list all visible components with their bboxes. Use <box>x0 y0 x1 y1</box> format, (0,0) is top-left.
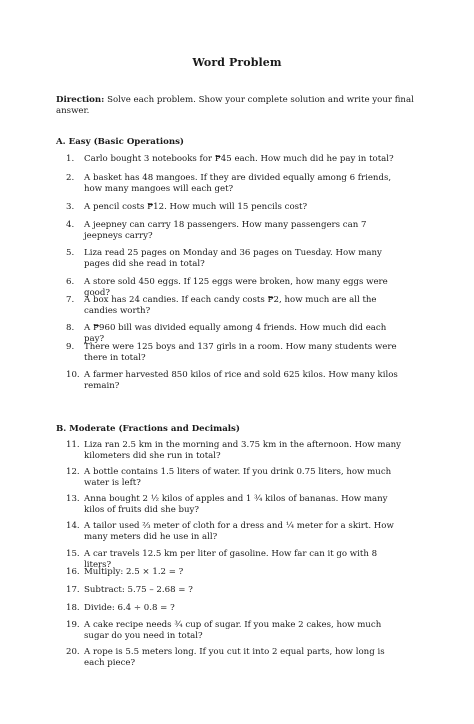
list-item <box>66 248 406 269</box>
item-number: 3. <box>66 202 75 212</box>
item-number: 20. <box>66 647 80 657</box>
section-heading-moderate: B. Moderate (Fractions and Decimals) <box>56 424 240 434</box>
item-number: 10. <box>66 370 80 380</box>
list-item <box>66 323 406 344</box>
item-text: A farmer harvested 850 kilos of rice and sold 625 kilos. How many kilos remain? <box>84 370 398 391</box>
item-number: 6. <box>66 277 75 287</box>
item-text: Liza ran 2.5 km in the morning and 3.75 km in the afternoon. How many kilometers did she run in total? <box>84 440 402 461</box>
item-number: 17. <box>66 585 80 595</box>
item-number: 13. <box>66 494 80 504</box>
item-text: Multiply: 2.5 × 1.2 = ? <box>84 567 184 577</box>
item-text: A ₱960 bill was divided equally among 4 friends. How much did each pay? <box>84 323 387 344</box>
item-text: Liza read 25 pages on Monday and 36 pages on Tuesday. How many pages did she read in total? <box>84 248 382 269</box>
list-item <box>66 494 406 515</box>
page-title: Word Problem <box>192 56 282 69</box>
item-number: 5. <box>66 248 75 258</box>
item-number: 7. <box>66 295 75 305</box>
direction-text: Solve each problem. Show your complete solution and write your final answer. <box>56 95 414 116</box>
list-item <box>66 585 406 596</box>
item-text: A tailor used ⅔ meter of cloth for a dress and ¼ meter for a skirt. How many meters did he use in all? <box>84 521 394 542</box>
list-item <box>66 342 406 363</box>
item-text: A jeepney can carry 18 passengers. How many passengers can 7 jeepneys carry? <box>84 220 367 241</box>
section-heading-easy: A. Easy (Basic Operations) <box>56 137 184 147</box>
item-text: Divide: 6.4 ÷ 0.8 = ? <box>84 603 175 613</box>
item-number: 18. <box>66 603 80 613</box>
list-item <box>66 440 406 461</box>
list-item <box>66 603 406 614</box>
item-number: 14. <box>66 521 80 531</box>
item-text: A store sold 450 eggs. If 125 eggs were broken, how many eggs were good? <box>84 277 388 298</box>
direction-paragraph <box>56 95 418 117</box>
list-item <box>66 370 406 391</box>
item-text: A basket has 48 mangoes. If they are divided equally among 6 friends, how many mangoes will each get? <box>84 173 392 194</box>
item-number: 12. <box>66 467 80 477</box>
item-text: There were 125 boys and 137 girls in a room. How many students were there in total? <box>84 342 397 363</box>
item-number: 19. <box>66 620 80 630</box>
item-text: A bottle contains 1.5 liters of water. If you drink 0.75 liters, how much water is left? <box>84 467 392 488</box>
item-number: 11. <box>66 440 80 450</box>
direction-label: Direction: <box>56 95 105 105</box>
list-item <box>66 295 406 316</box>
item-number: 2. <box>66 173 75 183</box>
list-item <box>66 647 406 668</box>
list-item <box>66 620 406 641</box>
list-item <box>66 467 406 488</box>
item-number: 4. <box>66 220 75 230</box>
item-text: A cake recipe needs ¾ cup of sugar. If you make 2 cakes, how much sugar do you need in total? <box>84 620 382 641</box>
item-number: 9. <box>66 342 75 352</box>
item-text: A box has 24 candies. If each candy costs ₱2, how much are all the candies worth? <box>84 295 377 316</box>
list-item <box>66 220 406 241</box>
list-item <box>66 154 406 165</box>
item-text: A pencil costs ₱12. How much will 15 pencils cost? <box>84 202 308 212</box>
item-text: Anna bought 2 ½ kilos of apples and 1 ¾ kilos of bananas. How many kilos of fruits did she buy? <box>84 494 388 515</box>
item-number: 16. <box>66 567 80 577</box>
item-text: A rope is 5.5 meters long. If you cut it into 2 equal parts, how long is each piece? <box>84 647 385 668</box>
list-item <box>66 173 406 194</box>
item-text: A car travels 12.5 km per liter of gasoline. How far can it go with 8 liters? <box>84 549 378 570</box>
item-text: Carlo bought 3 notebooks for ₱45 each. How much did he pay in total? <box>84 154 394 164</box>
list-item <box>66 202 406 213</box>
list-item <box>66 567 406 578</box>
item-number: 1. <box>66 154 75 164</box>
item-number: 8. <box>66 323 75 333</box>
item-number: 15. <box>66 549 80 559</box>
list-item <box>66 521 406 542</box>
item-text: Subtract: 5.75 – 2.68 = ? <box>84 585 193 595</box>
